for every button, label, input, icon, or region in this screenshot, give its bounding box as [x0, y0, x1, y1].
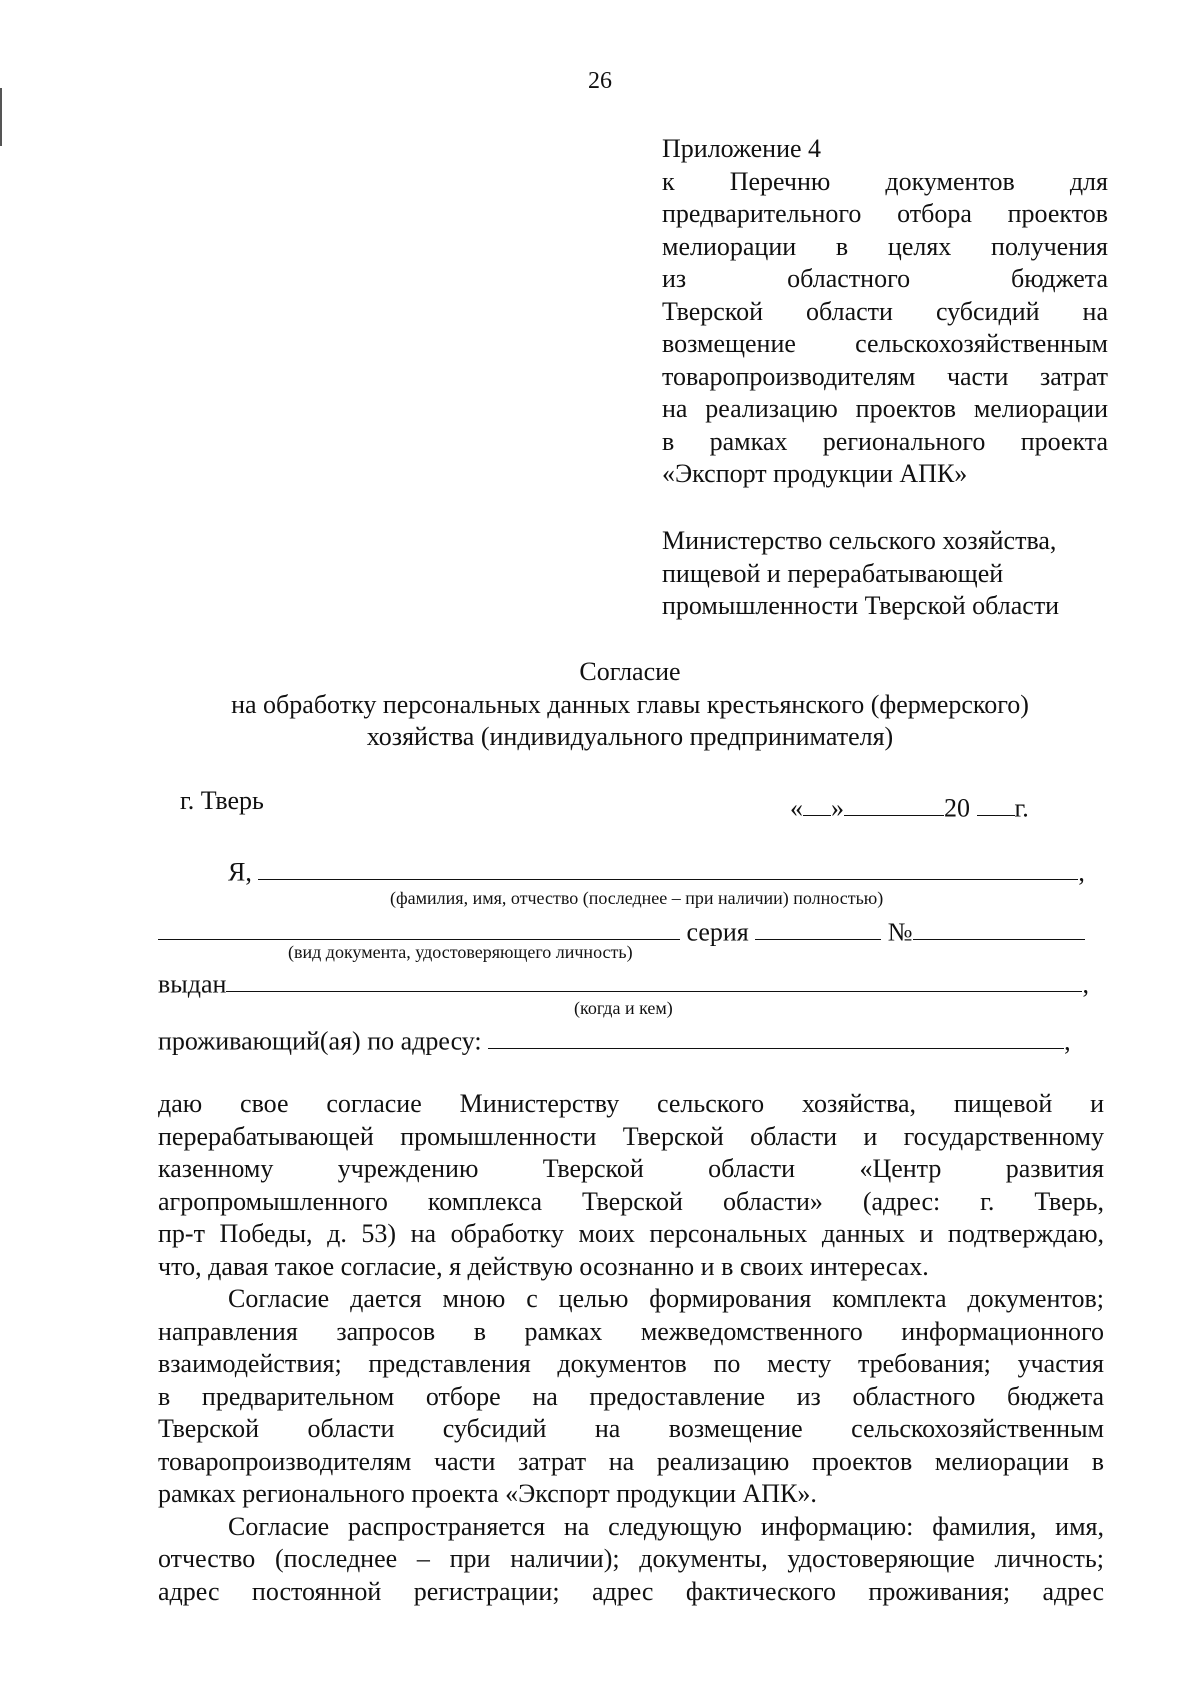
title-line: Согласие	[579, 657, 681, 686]
body-line: перерабатывающей промышленности Тверской области и государственному	[158, 1121, 1104, 1151]
appendix-line: мелиорации в целях получения	[662, 231, 1108, 261]
appendix-line: возмещение сельскохозяйственным	[662, 329, 1108, 358]
appendix-line: к Перечню документов для	[662, 166, 1108, 196]
ya-label: Я,	[228, 857, 252, 887]
address-label: проживающий(ая) по адресу:	[158, 1026, 482, 1056]
issued-hint: (когда и кем)	[574, 998, 673, 1018]
issued-end: ,	[1082, 969, 1089, 999]
fio-comma: ,	[1078, 857, 1085, 887]
consent-body	[158, 1088, 1104, 1608]
body-line: в предварительном отборе на предоставление из областного бюджета	[158, 1381, 1104, 1411]
number-label: №	[887, 917, 913, 947]
appendix-line: предварительного отбора проектов	[662, 199, 1108, 228]
issued-line	[158, 964, 1089, 999]
year-blank[interactable]	[977, 788, 1015, 816]
issued-blank[interactable]	[226, 964, 1082, 992]
document-title	[150, 656, 1110, 754]
city-label: г. Тверь	[180, 786, 264, 815]
address-blank[interactable]	[488, 1021, 1064, 1049]
body-line: Тверской области субсидий на возмещение сельскохозяйственным	[158, 1414, 1104, 1443]
addressee-block	[662, 525, 1108, 623]
quote-open: «	[790, 793, 803, 823]
fio-line	[228, 852, 1085, 887]
appendix-line: товаропроизводителям части затрат	[662, 361, 1108, 391]
year-suffix: г.	[1014, 793, 1029, 823]
document-type-blank[interactable]	[158, 912, 680, 940]
body-line: направления запросов в рамках межведомственного информационного	[158, 1316, 1104, 1346]
page-number: 26	[588, 68, 612, 94]
fio-blank[interactable]	[258, 852, 1078, 880]
appendix-line: в рамках регионального проекта	[662, 426, 1108, 456]
body-line: пр-т Победы, д. 53) на обработку моих персональных данных и подтверждаю,	[158, 1219, 1104, 1248]
body-line: отчество (последнее – при наличии); документы, удостоверяющие личность;	[158, 1544, 1104, 1573]
month-blank[interactable]	[844, 788, 944, 816]
title-line: хозяйства (индивидуального предпринимателя)	[366, 722, 894, 751]
appendix-heading	[662, 133, 1108, 491]
body-line: даю свое согласие Министерству сельского хозяйства, пищевой и	[158, 1089, 1104, 1118]
addressee-line: пищевой и перерабатывающей	[662, 558, 1004, 588]
body-line: Согласие дается мною с целью формирования комплекта документов;	[228, 1284, 1104, 1313]
appendix-line: из областного бюджета	[662, 264, 1108, 293]
body-line: Согласие распространяется на следующую информацию: фамилия, имя,	[228, 1511, 1104, 1541]
number-blank[interactable]	[913, 912, 1085, 940]
body-line: что, давая такое согласие, я действую осознанно и в своих интересах.	[158, 1251, 929, 1281]
date-line	[790, 788, 1029, 823]
appendix-line: «Экспорт продукции АПК»	[662, 459, 968, 488]
addressee-line: Министерство сельского хозяйства,	[662, 526, 1057, 555]
quote-close: »	[831, 793, 844, 823]
document-hint: (вид документа, удостоверяющего личность)	[288, 942, 633, 962]
address-end: ,	[1064, 1026, 1071, 1056]
appendix-line: Приложение 4	[662, 134, 822, 163]
series-blank[interactable]	[755, 912, 881, 940]
fio-hint: (фамилия, имя, отчество (последнее – при наличии) полностью)	[390, 888, 884, 908]
body-line: рамках регионального проекта «Экспорт продукции АПК».	[158, 1479, 817, 1508]
scan-edge-mark	[0, 88, 2, 146]
body-line: агропромышленного комплекса Тверской области» (адрес: г. Тверь,	[158, 1186, 1104, 1216]
issued-label: выдан	[158, 969, 227, 999]
body-line: казенному учреждению Тверской области «Центр развития	[158, 1154, 1104, 1183]
appendix-line: на реализацию проектов мелиорации	[662, 394, 1108, 423]
body-line: взаимодействия; представления документов по месту требования; участия	[158, 1349, 1104, 1378]
body-line: адрес постоянной регистрации; адрес фактического проживания; адрес	[158, 1576, 1104, 1606]
series-label: серия	[686, 917, 749, 947]
body-line: товаропроизводителям части затрат на реализацию проектов мелиорации в	[158, 1446, 1104, 1476]
title-line: на обработку персональных данных главы крестьянского (фермерского)	[231, 689, 1029, 719]
century: 20	[944, 793, 970, 823]
appendix-line: Тверской области субсидий на	[662, 296, 1108, 326]
day-blank[interactable]	[803, 788, 831, 816]
address-line	[158, 1021, 1071, 1056]
addressee-line: промышленности Тверской области	[662, 591, 1060, 620]
